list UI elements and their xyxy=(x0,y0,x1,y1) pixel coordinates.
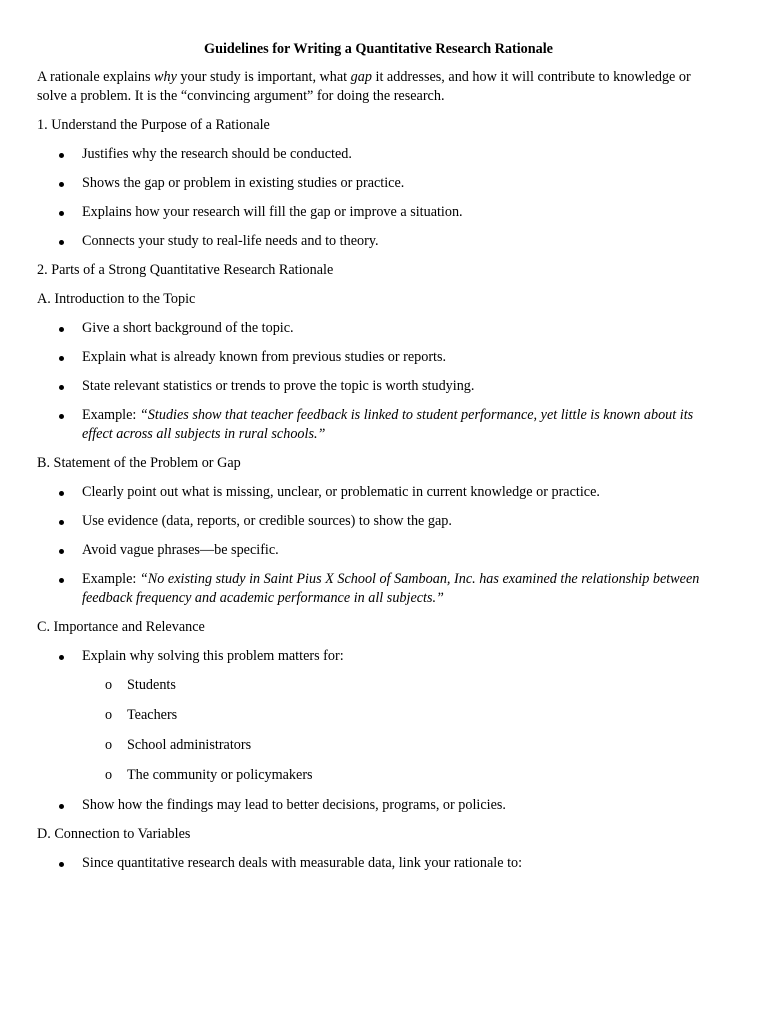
bullet-icon xyxy=(59,385,64,390)
circle-bullet-icon: o xyxy=(105,707,113,723)
sublist-item xyxy=(37,676,720,695)
bullet-icon xyxy=(59,356,64,361)
example-item xyxy=(37,570,720,608)
list-item-text: Show how the findings may lead to better decisions, programs, or policies. xyxy=(82,797,506,813)
list-item xyxy=(37,377,720,396)
sublist-item xyxy=(37,766,720,785)
bullet-icon xyxy=(59,804,64,809)
list-item-text: State relevant statistics or trends to prove the topic is worth studying. xyxy=(82,378,475,394)
sublist-item xyxy=(37,706,720,725)
example-item xyxy=(37,406,720,444)
sublist-item-text: Students xyxy=(127,677,176,693)
list-item-text: Justifies why the research should be conducted. xyxy=(82,146,352,162)
example-quote: “No existing study in Saint Pius X School of Samboan, Inc. has examined the relationship between feedback frequency and academic performance in all subjects.” xyxy=(82,571,700,606)
intro-text-2: your study is important, what xyxy=(176,69,351,85)
list-item xyxy=(37,203,720,222)
list-item-text: Explains how your research will fill the gap or improve a situation. xyxy=(82,204,463,220)
list-item-text: Explain what is already known from previous studies or reports. xyxy=(82,349,447,365)
intro-text-3: it addresses, and how it will contribute to knowledge or solve a problem. It is the “convincing argument” for doing the research. xyxy=(37,69,691,104)
section1-list xyxy=(37,145,720,251)
list-item xyxy=(37,483,720,502)
list-item-text: Since quantitative research deals with measurable data, link your rationale to: xyxy=(82,855,523,871)
intro-text-1: A rationale explains xyxy=(37,69,155,85)
intro-emphasis-gap: gap xyxy=(350,69,372,85)
list-item xyxy=(37,319,720,338)
list-item-text: Give a short background of the topic. xyxy=(82,320,294,336)
list-item-text: Shows the gap or problem in existing studies or practice. xyxy=(82,175,405,191)
bullet-icon xyxy=(59,182,64,187)
bullet-icon xyxy=(59,153,64,158)
bullet-icon xyxy=(59,327,64,332)
circle-bullet-icon: o xyxy=(105,677,113,693)
sublist-item-text: Teachers xyxy=(127,707,178,723)
partC-list-2 xyxy=(37,796,720,815)
sublist-item xyxy=(37,736,720,755)
example-quote: “Studies show that teacher feedback is linked to student performance, yet little is known about its effect across all subjects in rural schools.” xyxy=(82,407,694,442)
circle-bullet-icon: o xyxy=(105,737,113,753)
section2-heading: 2. Parts of a Strong Quantitative Research Rationale xyxy=(37,262,334,278)
list-item xyxy=(37,796,720,815)
list-item xyxy=(37,174,720,193)
list-item xyxy=(37,232,720,251)
circle-bullet-icon: o xyxy=(105,767,113,783)
partC-list xyxy=(37,647,720,666)
bullet-icon xyxy=(59,578,64,583)
partA-heading: A. Introduction to the Topic xyxy=(37,291,196,307)
partC-heading: C. Importance and Relevance xyxy=(37,619,205,635)
list-item-text: Avoid vague phrases—be specific. xyxy=(82,542,279,558)
bullet-icon xyxy=(59,520,64,525)
list-item-text: Clearly point out what is missing, unclear, or problematic in current knowledge or practice. xyxy=(82,484,600,500)
partC-sublist xyxy=(37,676,720,785)
sublist-item-text: School administrators xyxy=(127,737,252,753)
list-item xyxy=(37,541,720,560)
list-item xyxy=(37,512,720,531)
bullet-icon xyxy=(59,549,64,554)
partD-list xyxy=(37,854,720,873)
partB-list xyxy=(37,483,720,608)
bullet-icon xyxy=(59,862,64,867)
list-item-text: Connects your study to real-life needs and to theory. xyxy=(82,233,379,249)
list-item xyxy=(37,854,720,873)
bullet-icon xyxy=(59,211,64,216)
section1-heading: 1. Understand the Purpose of a Rationale xyxy=(37,117,270,133)
sublist-item-text: The community or policymakers xyxy=(127,767,313,783)
example-label: Example: xyxy=(82,571,140,587)
intro-paragraph xyxy=(37,68,720,106)
document-title: Guidelines for Writing a Quantitative Research Rationale xyxy=(204,41,553,57)
bullet-icon xyxy=(59,655,64,660)
example-label: Example: xyxy=(82,407,140,423)
list-item xyxy=(37,647,720,666)
bullet-icon xyxy=(59,491,64,496)
list-item xyxy=(37,145,720,164)
bullet-icon xyxy=(59,240,64,245)
bullet-icon xyxy=(59,414,64,419)
list-item xyxy=(37,348,720,367)
partB-heading: B. Statement of the Problem or Gap xyxy=(37,455,241,471)
partA-list xyxy=(37,319,720,444)
intro-emphasis-why: why xyxy=(154,69,177,85)
list-item-text: Explain why solving this problem matters for: xyxy=(82,648,344,664)
partD-heading: D. Connection to Variables xyxy=(37,826,191,842)
list-item-text: Use evidence (data, reports, or credible sources) to show the gap. xyxy=(82,513,452,529)
